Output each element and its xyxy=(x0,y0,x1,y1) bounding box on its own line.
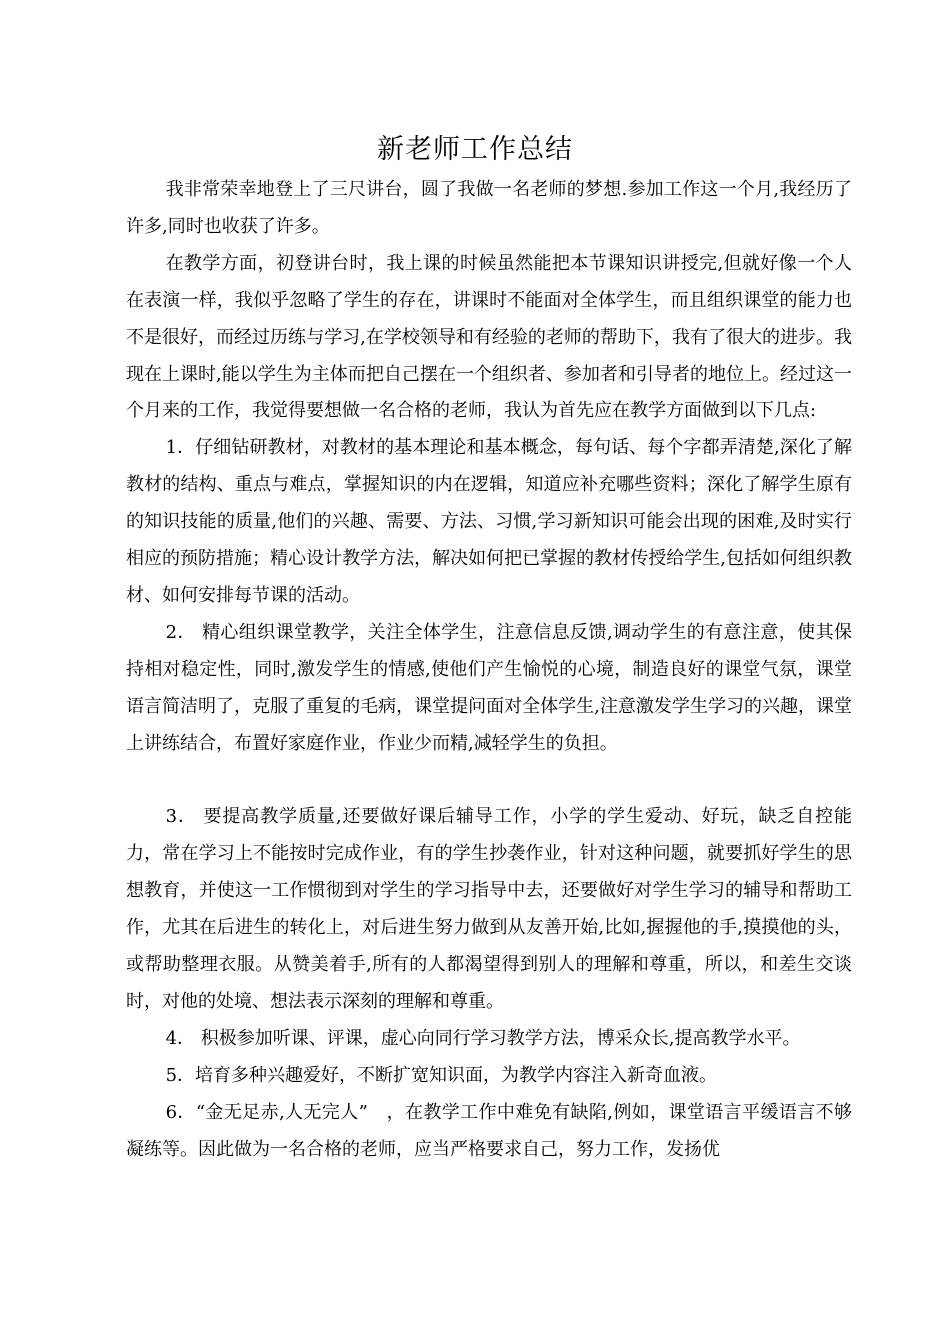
paragraph-point-1: 1．仔细钻研教材，对教材的基本理论和基本概念，每句话、每个字都弄清楚,深化了解教材的结构、重点与难点，掌握知识的内在逻辑，知道应补充哪些资料；深化了解学生原有的知识技能的质量,他们的兴趣、需要、方法、习惯,学习新知识可能会出现的困难,及时实行相应的预防措施；精心设计教学方法，解决如何把已掌握的教材传授给学生,包括如何组织教材、如何安排每节课的活动。 xyxy=(126,437,852,606)
paragraph-intro: 我非常荣幸地登上了三尺讲台，圆了我做一名老师的梦想.参加工作这一个月,我经历了许多,同时也收获了许多。 xyxy=(126,179,852,237)
document-body xyxy=(126,172,852,1168)
paragraph-point-6: 6．“金无足赤,人无完人” ，在教学工作中难免有缺陷,例如，课堂语言平缓语言不够凝练等。因此做为一名合格的老师，应当严格要求自己，努力工作，发扬优 xyxy=(126,1101,852,1160)
paragraph-point-5: 5．培育多种兴趣爱好，不断扩宽知识面，为教学内容注入新奇血液。 xyxy=(165,1064,718,1086)
paragraph-point-2: 2． 精心组织课堂教学，关注全体学生，注意信息反馈,调动学生的有意注意，使其保持相对稳定性，同时,激发学生的情感,使他们产生愉悦的心境，制造良好的课堂气氛，课堂语言简洁明了，克服了重复的毛病，课堂提问面对全体学生,注意激发学生学习的兴趣，课堂上讲练结合，布置好家庭作业，作业少而精,减轻学生的负担。 xyxy=(126,621,852,754)
paragraph-point-4: 4． 积极参加听课、评课，虚心向同行学习教学方法，博采众长,提高教学水平。 xyxy=(165,1027,801,1049)
document-title: 新老师工作总结 xyxy=(377,134,573,165)
paragraph-point-3: 3． 要提高教学质量,还要做好课后辅导工作，小学的学生爱动、好玩，缺乏自控能力，常在学习上不能按时完成作业，有的学生抄袭作业，针对这种问题，就要抓好学生的思想教育，并使这一工作惯彻到对学生的学习指导中去，还要做好对学生学习的辅导和帮助工作，尤其在后进生的转化上，对后进生努力做到从友善开始,比如,握握他的手,摸摸他的头，或帮助整理衣服。从赞美着手,所有的人都渴望得到别人的理解和尊重，所以，和差生交谈时，对他的处境、想法表示深刻的理解和尊重。 xyxy=(126,806,852,1012)
paragraph-teaching: 在教学方面，初登讲台时，我上课的时候虽然能把本节课知识讲授完,但就好像一个人在表演一样，我似乎忽略了学生的存在，讲课时不能面对全体学生，而且组织课堂的能力也不是很好，而经过历练与学习,在学校领导和有经验的老师的帮助下，我有了很大的进步。我现在上课时,能以学生为主体而把自己摆在一个组织者、参加者和引导者的地位上。经过这一个月来的工作，我觉得要想做一名合格的老师，我认为首先应在教学方面做到以下几点: xyxy=(126,252,852,422)
